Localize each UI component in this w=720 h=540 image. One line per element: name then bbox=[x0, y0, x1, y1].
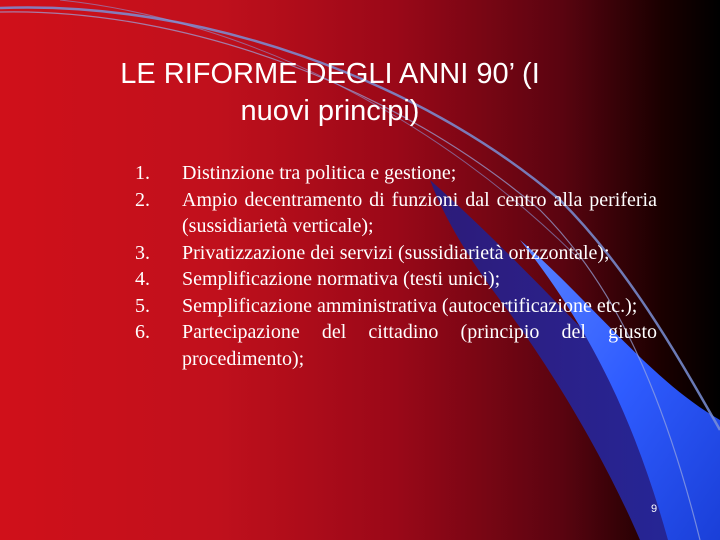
list-item-text: Privatizzazione dei servizi (sussidiarietà orizzontale); bbox=[182, 241, 610, 264]
list-item-text: Semplificazione normativa (testi unici); bbox=[182, 268, 501, 290]
list-item-text: Ampio decentramento di funzioni dal centro alla periferia (sussidiarietà verticale); bbox=[182, 188, 657, 237]
list-item-text: Partecipazione del cittadino (principio del giusto procedimento); bbox=[182, 321, 657, 370]
list-item-number: 1. bbox=[135, 162, 150, 184]
list-item bbox=[112, 240, 657, 267]
list-item-text: Semplificazione amministrativa (autocertificazione etc.); bbox=[182, 294, 638, 317]
list-item-number: 4. bbox=[135, 268, 150, 290]
list-item-number: 2. bbox=[135, 188, 150, 211]
slide-title: LE RIFORME DEGLI ANNI 90’ (I nuovi principi) bbox=[120, 58, 540, 127]
list-item bbox=[112, 187, 657, 240]
list-item-number: 6. bbox=[135, 321, 150, 343]
page-number: 9 bbox=[651, 503, 658, 515]
list-item bbox=[112, 266, 657, 293]
principles-list bbox=[112, 160, 657, 372]
list-item-number: 5. bbox=[135, 294, 150, 317]
list-item bbox=[112, 160, 657, 187]
list-item-number: 3. bbox=[135, 241, 150, 264]
list-item bbox=[112, 319, 657, 372]
list-item-text: Distinzione tra politica e gestione; bbox=[182, 162, 457, 184]
list-item bbox=[112, 293, 657, 320]
